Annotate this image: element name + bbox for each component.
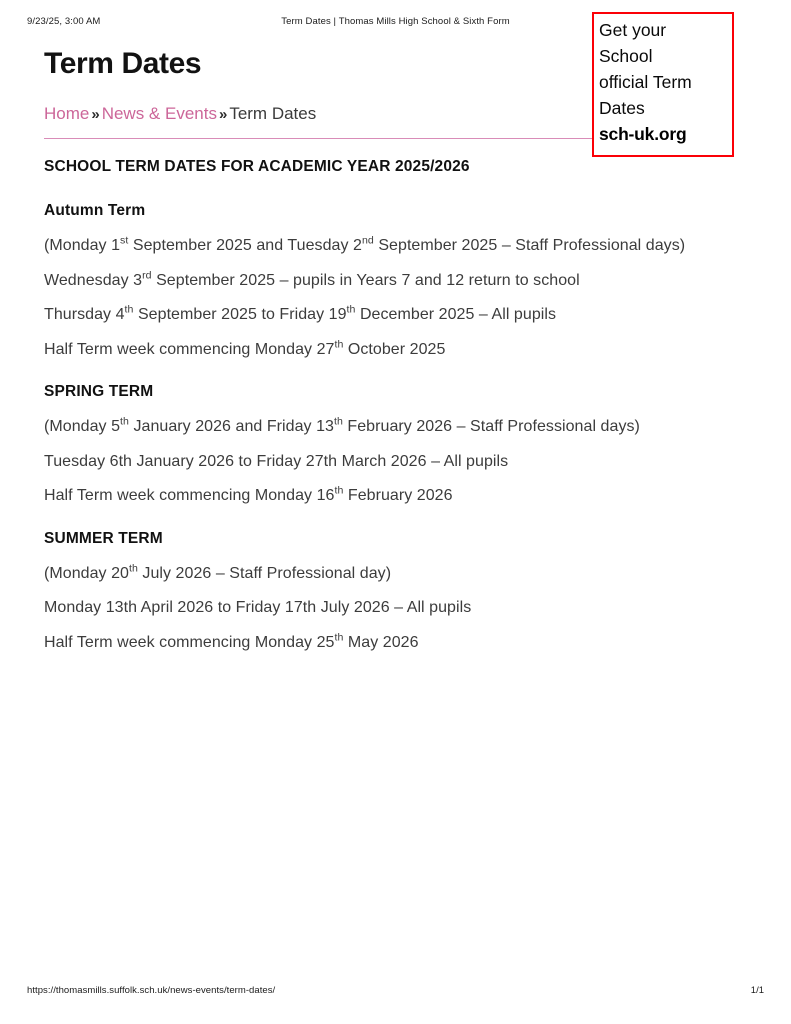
ordinal-suffix: th xyxy=(334,631,344,644)
term-heading: SUMMER TERM xyxy=(44,529,163,547)
term-sections xyxy=(44,201,704,654)
print-header-document-title: Term Dates | Thomas Mills High School & Sixth Form xyxy=(281,16,510,27)
ordinal-suffix: st xyxy=(120,234,129,247)
term-date-line: Half Term week commencing Monday 25th May 2026 xyxy=(44,631,419,651)
page-title: Term Dates xyxy=(44,47,202,80)
promo-line-4: Dates xyxy=(599,98,645,118)
ordinal-suffix: th xyxy=(124,303,134,316)
breadcrumb-item-home[interactable]: Home xyxy=(44,104,90,123)
article-body xyxy=(44,157,704,654)
breadcrumb-item-news-events[interactable]: News & Events xyxy=(101,104,217,123)
term-date-line: Half Term week commencing Monday 27th October 2025 xyxy=(44,338,446,358)
promo-overlay-box xyxy=(592,12,734,157)
breadcrumb xyxy=(44,103,316,126)
term-heading: Autumn Term xyxy=(44,202,146,219)
term-date-line: Thursday 4th September 2025 to Friday 19th December 2025 – All pupils xyxy=(44,303,557,323)
ordinal-suffix: th xyxy=(334,484,344,497)
breadcrumb-item-current: Term Dates xyxy=(229,104,317,123)
print-header-date: 9/23/25, 3:00 AM xyxy=(27,16,101,27)
breadcrumb-separator: » xyxy=(91,106,100,123)
promo-line-1: Get your xyxy=(599,20,667,40)
ordinal-suffix: th xyxy=(346,303,356,316)
term-date-line: (Monday 1st September 2025 and Tuesday 2nd September 2025 – Staff Professional days) xyxy=(44,234,686,254)
term-date-line: Monday 13th April 2026 to Friday 17th July 2026 – All pupils xyxy=(44,599,472,616)
term-date-line: Wednesday 3rd September 2025 – pupils in Years 7 and 12 return to school xyxy=(44,269,580,289)
promo-brand-label: sch-uk.org xyxy=(599,124,687,144)
print-footer-page-indicator: 1/1 xyxy=(750,985,764,996)
print-footer xyxy=(0,985,791,999)
term-date-line: (Monday 5th January 2026 and Friday 13th February 2026 – Staff Professional days) xyxy=(44,415,640,435)
breadcrumb-separator: » xyxy=(218,106,228,123)
ordinal-suffix: th xyxy=(129,562,138,575)
article-main-heading: SCHOOL TERM DATES FOR ACADEMIC YEAR 2025/2026 xyxy=(44,158,470,175)
term-date-line: Tuesday 6th January 2026 to Friday 27th March 2026 – All pupils xyxy=(44,452,509,470)
promo-line-3: official Term xyxy=(599,72,692,92)
ordinal-suffix: rd xyxy=(142,269,152,282)
term-date-line: Half Term week commencing Monday 16th February 2026 xyxy=(44,484,453,504)
ordinal-suffix: th xyxy=(120,415,129,428)
term-heading: SPRING TERM xyxy=(44,383,154,400)
promo-line-2: School xyxy=(599,46,653,66)
ordinal-suffix: nd xyxy=(361,234,374,247)
ordinal-suffix: th xyxy=(334,338,344,351)
ordinal-suffix: th xyxy=(334,415,343,428)
term-date-line: (Monday 20th July 2026 – Staff Professional day) xyxy=(44,562,392,582)
print-footer-url: https://thomasmills.suffolk.sch.uk/news-events/term-dates/ xyxy=(27,985,276,996)
